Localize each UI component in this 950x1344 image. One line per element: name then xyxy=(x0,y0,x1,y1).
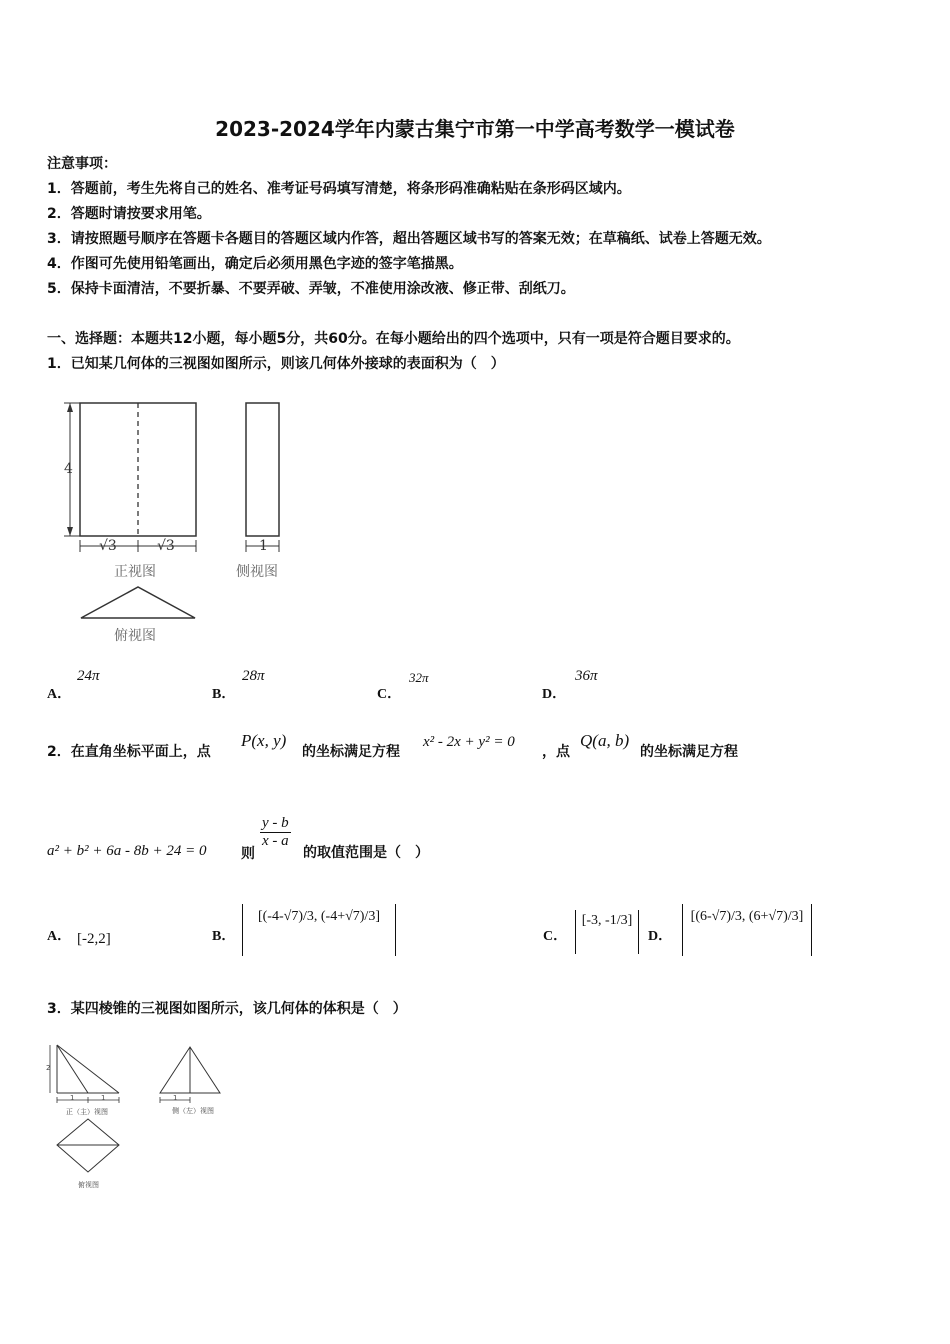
option-value: [-2,2] xyxy=(77,931,111,947)
question-2-text: 则 xyxy=(241,846,255,862)
question-2-text: 的取值范围是（ ） xyxy=(303,845,429,861)
notice-item: 3．请按照题号顺序在答题卡各题目的答题区域内作答，超出答题区域书写的答案无效；在草稿纸、试卷上答题无效。 xyxy=(47,231,771,247)
notice-item: 4．作图可先使用铅笔画出，确定后必须用黑色字迹的签字笔描黑。 xyxy=(47,256,463,272)
option-value: [-3, -1/3] xyxy=(575,910,639,954)
question-1-stem: 1．已知某几何体的三视图如图所示，则该几何体外接球的表面积为（ ） xyxy=(47,356,505,372)
question-2-stem: 2．在直角坐标平面上，点 xyxy=(47,744,211,760)
width-label-left: √3 xyxy=(99,538,117,554)
option-label: B． xyxy=(212,929,236,944)
option-label: D． xyxy=(542,687,567,702)
height-label: 4 xyxy=(64,461,73,477)
equation-2: a² + b² + 6a - 8b + 24 = 0 xyxy=(47,843,207,859)
option-value: 32π xyxy=(409,670,429,685)
height-label: 2 xyxy=(46,1064,51,1072)
fraction-numerator: y - b xyxy=(262,815,289,831)
front-view-caption: 正视图 xyxy=(114,564,156,580)
base-label-right: 1 xyxy=(101,1094,106,1102)
option-value: 24π xyxy=(77,668,100,684)
notice-heading: 注意事项： xyxy=(47,156,117,172)
side-view-caption: 侧视图 xyxy=(236,564,278,580)
fraction-denominator: x - a xyxy=(262,833,289,849)
side-base-label: 1 xyxy=(173,1094,178,1102)
option-label: A． xyxy=(47,929,72,944)
ratio-fraction xyxy=(260,815,291,850)
front-view-caption: 正（主）视图 xyxy=(66,1108,108,1116)
point-q: Q(a, b) xyxy=(580,731,630,750)
option-label: A． xyxy=(47,687,72,702)
page-title: 2023-2024学年内蒙古集宁市第一中学高考数学一模试卷 xyxy=(215,117,735,141)
side-view-caption: 侧（左）视图 xyxy=(172,1107,214,1115)
question-2-text: 的坐标满足方程 xyxy=(302,744,400,760)
side-width-label: 1 xyxy=(259,538,268,554)
option-value: 36π xyxy=(575,668,598,684)
section-heading: 一、选择题：本题共12小题，每小题5分，共60分。在每小题给出的四个选项中，只有一项是符合题目要求的。 xyxy=(47,331,740,347)
option-value: [(6-√7)/3, (6+√7)/3] xyxy=(682,904,812,956)
question-3-stem: 3．某四棱锥的三视图如图所示，该几何体的体积是（ ） xyxy=(47,1001,407,1017)
notice-item: 5．保持卡面清洁，不要折暴、不要弄破、弄皱，不准使用涂改液、修正带、刮纸刀。 xyxy=(47,281,575,297)
question-2-text: ，点 xyxy=(542,744,570,760)
point-p: P(x, y) xyxy=(241,731,287,750)
notice-item: 1．答题前，考生先将自己的姓名、准考证号码填写清楚，将条形码准确粘贴在条形码区域内。 xyxy=(47,181,631,197)
top-view-caption: 俯视图 xyxy=(114,628,156,644)
option-label: C． xyxy=(377,687,402,702)
option-label: D． xyxy=(648,929,673,944)
notice-item: 2．答题时请按要求用笔。 xyxy=(47,206,211,222)
width-label-right: √3 xyxy=(157,538,175,554)
base-label-left: 1 xyxy=(70,1094,75,1102)
option-value: [(-4-√7)/3, (-4+√7)/3] xyxy=(242,904,396,956)
option-label: C． xyxy=(543,929,568,944)
option-value: 28π xyxy=(242,668,265,684)
question-2-text: 的坐标满足方程 xyxy=(640,744,738,760)
equation-1: x² - 2x + y² = 0 xyxy=(423,734,515,750)
top-view-caption: 俯视图 xyxy=(78,1181,99,1189)
option-label: B． xyxy=(212,687,236,702)
